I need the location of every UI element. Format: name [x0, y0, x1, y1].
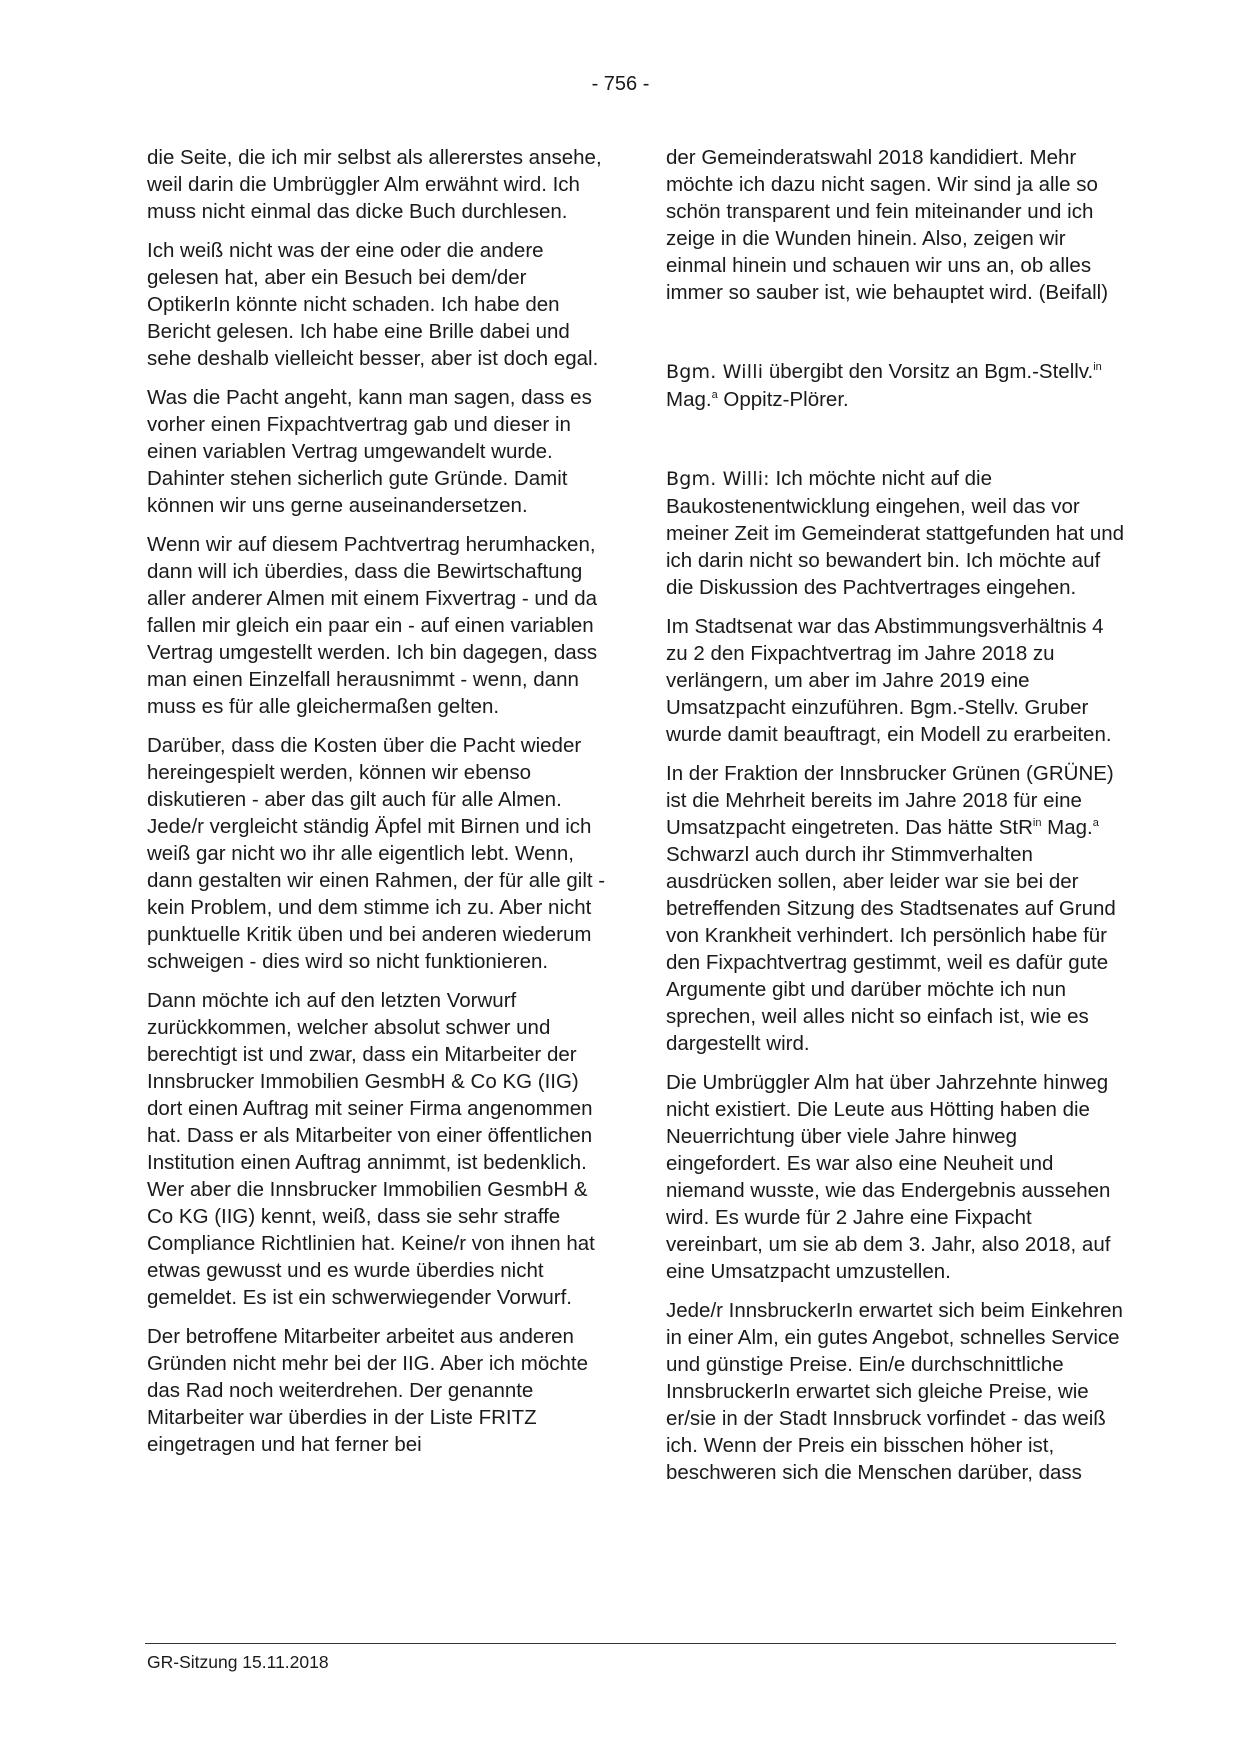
paragraph: Der betroffene Mitarbeiter arbeitet aus anderen Gründen nicht mehr bei der IIG. Aber ich möchte das Rad noch weiterdrehen. Der genannte Mitarbeiter war überdies in der Liste FRITZ eingetragen und hat ferner bei	[147, 1325, 588, 1456]
chair-text: Oppitz-Plörer.	[717, 388, 849, 411]
gender-suffix: in	[1093, 361, 1102, 374]
speech-paragraph	[666, 465, 1126, 601]
gender-suffix: in	[1032, 817, 1042, 830]
chair-text: übergibt den Vorsitz an Bgm.-Stellv.	[763, 360, 1094, 383]
paragraph: Jede/r InnsbruckerIn erwartet sich beim Einkehren in einer Alm, ein gutes Angebot, schnelles Service und günstige Preise. Ein/e durchschnittliche InnsbruckerIn erwartet sich gleiche Preise, wie er/sie in der Stadt Innsbruck vorfindet - das weiß ich. Wenn der Preis ein bisschen höher ist, beschweren sich die Menschen darüber, dass	[666, 1299, 1123, 1484]
speaker-name: Bgm. Willi:	[666, 468, 770, 490]
gender-suffix: a	[711, 389, 718, 402]
paragraph: Die Umbrüggler Alm hat über Jahrzehnte hinweg nicht existiert. Die Leute aus Hötting haben die Neuerrichtung über viele Jahre hinweg eingefordert. Es war also eine Neuheit und niemand wusste, wie das Endergebnis aussehen wird. Es wurde für 2 Jahre eine Fixpacht vereinbart, um sie ab dem 3. Jahr, also 2018, auf eine Umsatzpacht umzustellen.	[666, 1071, 1111, 1283]
paragraph-text: Mag.	[1041, 816, 1093, 839]
left-column	[147, 144, 607, 1470]
page-number: - 756 -	[591, 73, 650, 95]
paragraph: Was die Pacht angeht, kann man sagen, dass es vorher einen Fixpachtvertrag gab und dieser in einen variablen Vertrag umgewandelt wurde. Dahinter stehen sicherlich gute Gründe. Damit können wir uns gerne auseinandersetzen.	[147, 386, 592, 517]
paragraph: Ich weiß nicht was der eine oder die andere gelesen hat, aber ein Besuch bei dem/der OptikerIn könnte nicht schaden. Ich habe den Bericht gelesen. Ich habe eine Brille dabei und sehe deshalb vielleicht besser, aber ist doch egal.	[147, 239, 599, 370]
speaker-name: Bgm. Willi	[666, 361, 764, 383]
paragraph: Im Stadtsenat war das Abstimmungsverhältnis 4 zu 2 den Fixpachtvertrag im Jahre 2018 zu verlängern, um aber im Jahre 2019 eine Umsatzpacht einzuführen. Bgm.-Stellv. Gruber wurde damit beauftragt, ein Modell zu erarbeiten.	[666, 615, 1112, 746]
paragraph: die Seite, die ich mir selbst als allererstes ansehe, weil darin die Umbrüggler Alm erwähnt wird. Ich muss nicht einmal das dicke Buch durchlesen.	[147, 146, 602, 223]
paragraph	[666, 760, 1126, 1057]
footer-session-date: GR-Sitzung 15.11.2018	[147, 1652, 329, 1672]
paragraph-text: In der Fraktion der Innsbrucker Grünen (GRÜNE) ist die Mehrheit bereits im Jahre 2018 für eine Umsatzpacht eingetreten. Das hätte StR	[666, 762, 1114, 839]
footer-divider	[145, 1643, 1116, 1644]
speech-text: Ich möchte nicht auf die Baukostenentwicklung eingehen, weil das vor meiner Zeit im Gemeinderat stattgefunden hat und ich darin nicht so bewandert bin. Ich möchte auf die Diskussion des Pachtvertrages eingehen.	[666, 467, 1125, 599]
paragraph: Dann möchte ich auf den letzten Vorwurf zurückkommen, welcher absolut schwer und berechtigt ist und zwar, dass ein Mitarbeiter der Innsbrucker Immobilien GesmbH & Co KG (IIG) dort einen Auftrag mit seiner Firma angenommen hat. Dass er als Mitarbeiter von einer öffentlichen Institution einen Auftrag annimmt, ist bedenklich. Wer aber die Innsbrucker Immobilien GesmbH & Co KG (IIG) kennt, weiß, dass sie sehr straffe Compliance Richtlinien hat. Keine/r von ihnen hat etwas gewusst und es wurde überdies nicht gemeldet. Es ist ein schwerwiegender Vorwurf.	[147, 989, 595, 1309]
gender-suffix: a	[1092, 817, 1099, 830]
paragraph: Wenn wir auf diesem Pachtvertrag herumhacken, dann will ich überdies, dass die Bewirtschaftung aller anderer Almen mit einem Fixvertrag - und da fallen mir gleich ein paar ein - auf einen variablen Vertrag umgestellt werden. Ich bin dagegen, dass man einen Einzelfall herausnimmt - wenn, dann muss es für alle gleichermaßen gelten.	[147, 533, 598, 718]
right-column	[666, 144, 1126, 1498]
chair-change-note	[666, 358, 1126, 413]
paragraph: der Gemeinderatswahl 2018 kandidiert. Mehr möchte ich dazu nicht sagen. Wir sind ja alle so schön transparent und fein miteinander und ich zeige in die Wunden hinein. Also, zeigen wir einmal hinein und schauen wir uns an, ob alles immer so sauber ist, wie behauptet wird. (Beifall)	[666, 146, 1109, 304]
paragraph-text: Schwarzl auch durch ihr Stimmverhalten ausdrücken sollen, aber leider war sie bei der betreffenden Sitzung des Stadtsenates auf Grund von Krankheit verhindert. Ich persönlich habe für den Fixpachtvertrag gestimmt, weil es dafür gute Argumente gibt und darüber möchte ich nun sprechen, weil alles nicht so einfach ist, wie es dargestellt wird.	[666, 843, 1116, 1055]
paragraph: Darüber, dass die Kosten über die Pacht wieder hereingespielt werden, können wir ebenso diskutieren - aber das gilt auch für alle Almen. Jede/r vergleicht ständig Äpfel mit Birnen und ich weiß gar nicht wo ihr alle eigentlich lebt. Wenn, dann gestalten wir einen Rahmen, der für alle gilt - kein Problem, und dem stimme ich zu. Aber nicht punktuelle Kritik üben und bei anderen wiederum schweigen - dies wird so nicht funktionieren.	[147, 734, 606, 973]
chair-text: Mag.	[666, 388, 712, 411]
